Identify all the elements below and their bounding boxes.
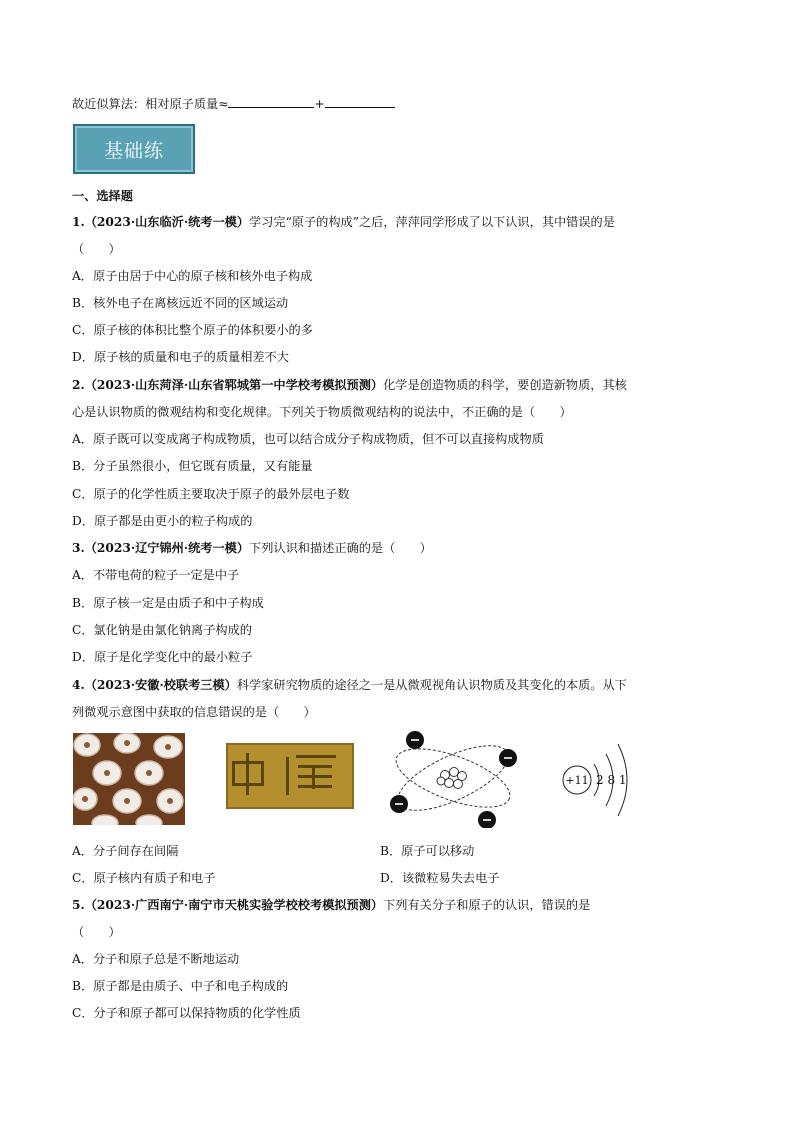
question-4-option-b[interactable]: B．原子可以移动: [380, 844, 475, 858]
question-2-option-b[interactable]: B．分子虽然很小，但它既有质量，又有能量: [72, 459, 313, 473]
question-source: （2023·安徽·校联考三模）: [84, 678, 237, 692]
section-title: 一、选择题: [72, 189, 133, 203]
question-text: 学习完“原子的构成”之后，萍萍同学形成了以下认识，其中错误的是: [249, 215, 615, 229]
question-source: （2023·山东临沂·统考一模）: [84, 215, 250, 229]
question-5-option-c[interactable]: C．分子和原子都可以保持物质的化学性质: [72, 1006, 301, 1020]
question-4-stem: [72, 677, 627, 693]
answer-blank-1[interactable]: [228, 95, 314, 108]
question-source: （2023·辽宁锦州·统考一模）: [84, 541, 250, 555]
question-number: 2.: [72, 378, 85, 392]
question-number: 5.: [72, 898, 85, 912]
section-badge-label: 基础练: [103, 140, 164, 162]
question-2-option-a[interactable]: A．原子既可以变成离子构成物质，也可以结合成分子构成物质，但不可以直接构成物质: [72, 432, 544, 446]
atoms-moving-image: [226, 743, 354, 809]
question-source: （2023·广西南宁·南宁市天桃实验学校校考模拟预测）: [84, 898, 384, 912]
question-4-option-a[interactable]: A．分子间存在间隔: [72, 844, 179, 858]
question-text: 化学是创造物质的科学，要创造新物质，其核: [383, 378, 627, 392]
question-2-option-c[interactable]: C．原子的化学性质主要取决于原子的最外层电子数: [72, 487, 350, 501]
question-3-option-b[interactable]: B．原子核一定是由质子和中子构成: [72, 596, 264, 610]
intro-plus: +: [314, 97, 325, 111]
question-1-option-c[interactable]: C．原子核的体积比整个原子的体积要小的多: [72, 323, 313, 337]
question-1-option-d[interactable]: D．原子核的质量和电子的质量相差不大: [72, 350, 289, 364]
nucleus-charge-label: +11: [565, 774, 589, 787]
question-4-option-d[interactable]: D．该微粒易失去电子: [380, 871, 500, 885]
question-2-stem-cont: 心是认识物质的微观结构和变化规律。下列关于物质微观结构的说法中，不正确的是（ ）: [72, 405, 572, 419]
intro-line: [72, 95, 395, 112]
question-text: 下列有关分子和原子的认识，错误的是: [383, 898, 591, 912]
question-5-stem: [72, 897, 590, 913]
question-4-option-c[interactable]: C．原子核内有质子和电子: [72, 871, 216, 885]
question-3-option-c[interactable]: C．氯化钠是由氯化钠离子构成的: [72, 623, 252, 637]
question-number: 4.: [72, 678, 85, 692]
question-source: （2023·山东菏泽·山东省郓城第一中学校考模拟预测）: [84, 378, 384, 392]
question-5-option-b[interactable]: B．原子都是由质子、中子和电子构成的: [72, 979, 289, 993]
question-3-option-a[interactable]: A．不带电荷的粒子一定是中子: [72, 568, 240, 582]
question-number: 3.: [72, 541, 85, 555]
intro-text: 故近似算法：相对原子质量≈: [72, 97, 229, 111]
section-badge: [73, 124, 195, 174]
question-3-stem: [72, 540, 432, 556]
sodium-atom-diagram: [560, 740, 640, 820]
question-text: 科学家研究物质的途径之一是从微观视角认识物质及其变化的本质。从下: [236, 678, 627, 692]
question-1-bracket: （ ）: [72, 242, 121, 256]
question-5-bracket: （ ）: [72, 925, 121, 939]
question-1-option-a[interactable]: A．原子由居于中心的原子核和核外电子构成: [72, 269, 313, 283]
question-1-stem: [72, 214, 615, 230]
question-1-option-b[interactable]: B．核外电子在离核远近不同的区域运动: [72, 296, 289, 310]
molecule-spacing-image: [73, 733, 185, 825]
question-text: 下列认识和描述正确的是（ ）: [249, 541, 432, 555]
question-3-option-d[interactable]: D．原子是化学变化中的最小粒子: [72, 650, 253, 664]
question-5-option-a[interactable]: A．分子和原子总是不断地运动: [72, 952, 240, 966]
question-2-option-d[interactable]: D．原子都是由更小的粒子构成的: [72, 514, 253, 528]
question-4-stem-cont: 列微观示意图中获取的信息错误的是（ ）: [72, 705, 316, 719]
atom-structure-image: [383, 728, 523, 828]
shell-electron-label: 2 8 1: [596, 773, 627, 787]
question-2-stem: [72, 377, 627, 393]
question-number: 1.: [72, 215, 85, 229]
answer-blank-2[interactable]: [325, 95, 395, 108]
